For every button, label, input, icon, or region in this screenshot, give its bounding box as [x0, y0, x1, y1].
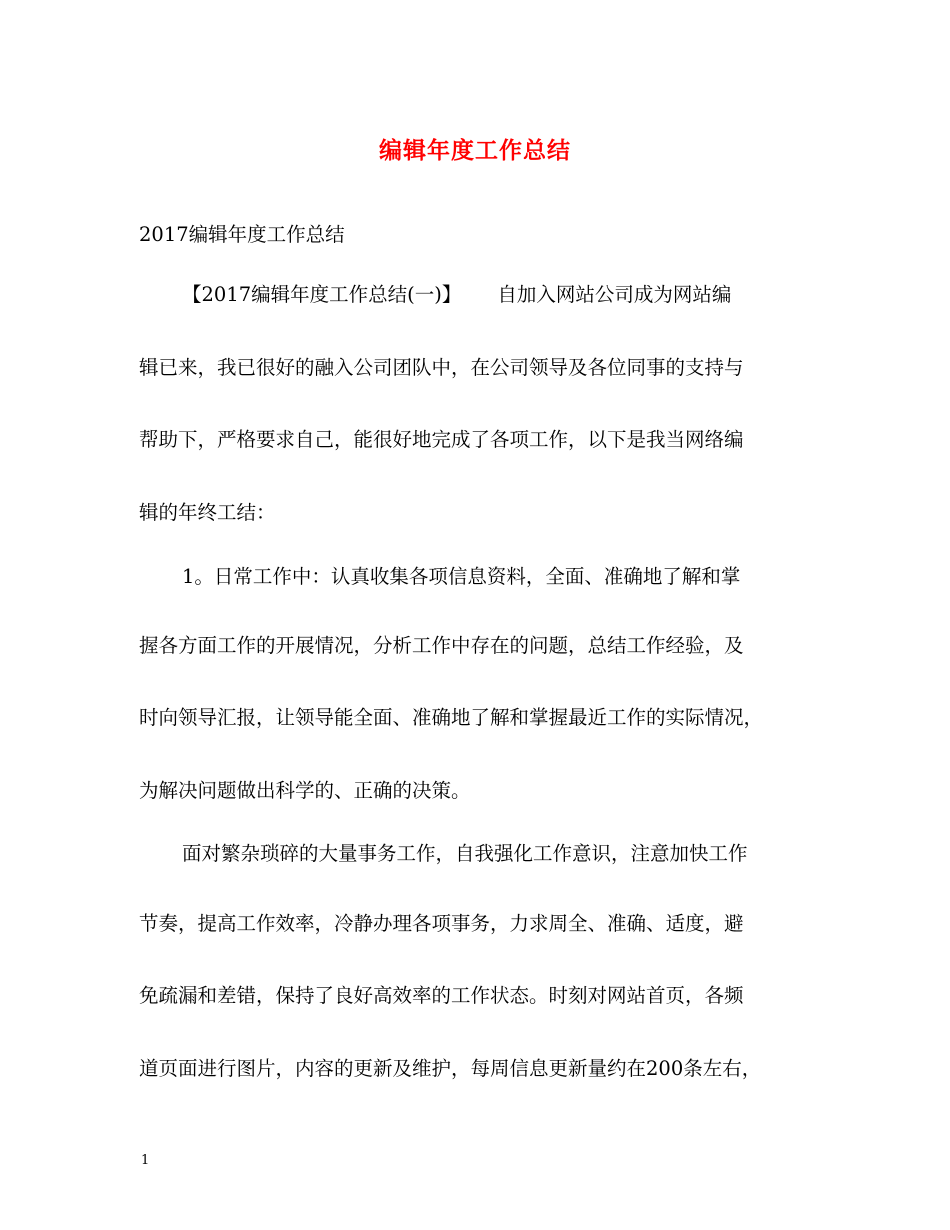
paragraph-line: 节奏，提高工作效率，冷静办理各项事务，力求周全、准确、适度，避 — [139, 912, 744, 935]
paragraph-line: 为解决问题做出科学的、正确的决策。 — [139, 779, 471, 802]
paragraph-line: 面对繁杂琐碎的大量事务工作，自我强化工作意识，注意加快工作 — [182, 842, 748, 865]
paragraph-line — [182, 279, 882, 311]
paragraph-line: 辑的年终工结： — [139, 501, 276, 524]
document-title: 编辑年度工作总结 — [379, 137, 571, 164]
paragraph-line: 帮助下，严格要求自己，能很好地完成了各项工作，以下是我当网络编 — [139, 428, 744, 451]
section-heading: 【2017编辑年度工作总结(一)】 — [182, 283, 462, 306]
paragraph-line: 时向领导汇报，让领导能全面、准确地了解和掌握最近工作的实际情况， — [139, 706, 764, 729]
paragraph-text: 自加入网站公司成为网站编 — [497, 283, 732, 306]
document-subtitle: 2017编辑年度工作总结 — [139, 223, 345, 246]
paragraph-line: 1。日常工作中：认真收集各项信息资料，全面、准确地了解和掌 — [182, 565, 741, 588]
paragraph-line: 辑已来，我已很好的融入公司团队中，在公司领导及各位同事的支持与 — [139, 356, 744, 379]
paragraph-line: 握各方面工作的开展情况，分析工作中存在的问题，总结工作经验，及 — [139, 634, 744, 657]
paragraph-line: 免疏漏和差错，保持了良好高效率的工作状态。时刻对网站首页，各频 — [139, 984, 744, 1007]
page-number: 1 — [141, 1153, 150, 1168]
paragraph-line: 道页面进行图片，内容的更新及维护，每周信息更新量约在200条左右， — [139, 1057, 762, 1080]
